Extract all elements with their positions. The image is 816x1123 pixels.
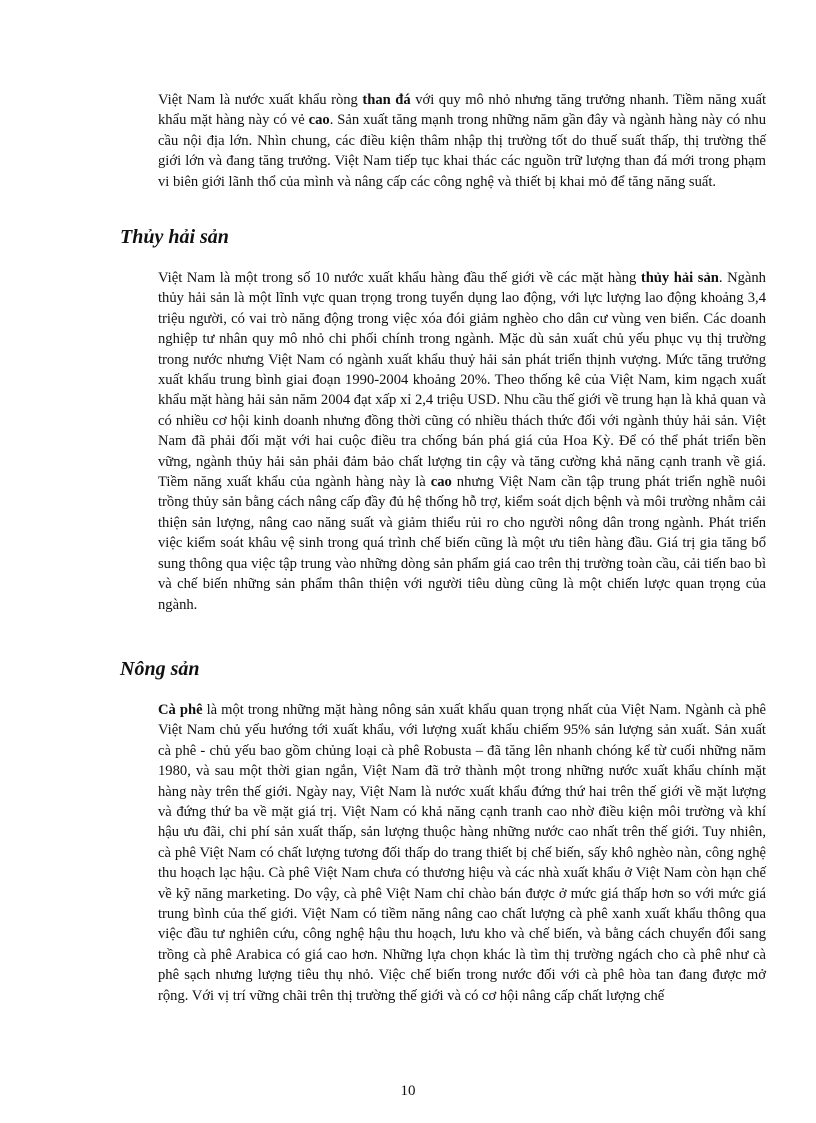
bold-term-high: cao	[308, 112, 330, 129]
coffee-paragraph	[158, 700, 766, 1006]
bold-term-seafood: thủy hải sản	[640, 270, 719, 286]
page-number: 10	[400, 1083, 416, 1099]
text-run: Việt Nam là một trong số 10 nước xuất khẩu hàng đầu thế giới về các mặt hàng	[158, 270, 641, 286]
text-run: là một trong những mặt hàng nông sản xuất khẩu quan trọng nhất của Việt Nam. Ngành cà phê Việt Nam chủ yếu hướng tới xuất khẩu, với lượng xuất khẩu chiếm 95% sản lượng sản xuất. Sản xuất cà phê - chủ yếu bao gồm chủng loại cà phê Robusta – đã tăng lên nhanh chóng kể từ cuối những năm 1980, và sau một thời gian ngắn, Việt Nam đã trở thành một trong những nước xuất khẩu chính mặt hàng này trên thế giới. Ngày nay, Việt Nam là nước xuất khẩu đứng thứ hai trên thế giới về mặt lượng và đứng thứ ba về mặt giá trị. Việt Nam có khả năng cạnh tranh cao nhờ điều kiện môi trường và khí hậu ưu đãi, chi phí sản xuất thấp, sản lượng thuộc hàng những nước cao nhất trên thế giới. Tuy nhiên, cà phê Việt Nam có chất lượng tương đối thấp do trang thiết bị chế biến, sấy khô nghèo nàn, công nghệ thu hoạch lạc hậu. Cà phê Việt Nam chưa có thương hiệu và các nhà xuất khẩu ở Việt Nam còn hạn chế về kỹ năng marketing. Do vậy, cà phê Việt Nam chỉ chào bán được ở mức giá thấp hơn so với mức giá trung bình của thế giới. Việt Nam có tiềm năng nâng cao chất lượng cà phê xanh xuất khẩu thông qua việc đầu tư nghiên cứu, công nghệ hậu thu hoạch, lưu kho và chế biến, và bằng cách chuyển đổi sang trồng cà phê Arabica có giá cao hơn. Những lựa chọn khác là tìm thị trường ngách cho cà phê như cà phê sạch nhưng lượng tiêu thụ nhỏ. Việc chế biến trong nước đối với cà phê hòa tan đang được mở rộng. Với vị trí vững chãi trên thị trường thế giới và có cơ hội nâng cấp chất lượng chế	[158, 702, 766, 1004]
bold-term-coal: than đá	[362, 92, 411, 108]
text-run: . Ngành thủy hải sản là một lĩnh vực quan trọng trong tuyển dụng lao động, với lực lượng lao động khoảng 3,4 triệu người, có vai trò năng động trong việc xóa đói giảm nghèo cho dân cư vùng ven biển. Các doanh nghiệp tư nhân quy mô nhỏ chi phối chính trong ngành. Mặc dù sản xuất chủ yếu phục vụ thị trường trong nước nhưng Việt Nam có ngành xuất khẩu thuỷ hải sản phát triển thịnh vượng. Mức tăng trưởng xuất khẩu trung bình giai đoạn 1990-2004 khoảng 20%. Theo thống kê của Việt Nam, kim ngạch xuất khẩu mặt hàng hải sản năm 2004 đạt xấp xỉ 2,4 triệu USD. Nhu cầu thế giới về trung hạn là khả quan và có nhiều cơ hội kinh doanh nhưng đồng thời cũng có nhiều thách thức đối với ngành thủy hải sản. Việt Nam đã phải đối mặt với hai cuộc điều tra chống bán phá giá của Hoa Kỳ. Để có thể phát triển bền vững, ngành thủy hải sản phải đảm bảo chất lượng tin cậy và tăng cường khả năng cạnh tranh về giá. Tiềm năng xuất khẩu của ngành hàng này là	[158, 270, 766, 491]
seafood-heading: Thủy hải sản	[120, 226, 229, 248]
text-run: . Sản xuất tăng mạnh trong những năm gần đây và ngành hàng này có nhu cầu nội địa lớn. Nhìn chung, các điều kiện thâm nhập thị trường tốt do thuế suất thấp, thị trường thế giới lớn và đang tăng trưởng. Việt Nam tiếp tục khai thác các nguồn trữ lượng than đá mới trong phạm vi biên giới lãnh thổ của mình và nâng cấp các công nghệ và thiết bị khai mỏ để tăng năng suất.	[158, 112, 767, 190]
bold-term-high: cao	[430, 474, 452, 491]
seafood-paragraph	[158, 268, 766, 615]
text-run: với quy mô nhỏ nhưng tăng trưởng nhanh. Tiềm năng xuất khẩu mặt hàng này có vẻ	[158, 92, 767, 129]
agri-heading: Nông sản	[120, 658, 200, 680]
text-run: nhưng Việt Nam cần tập trung phát triển nghề nuôi trồng thủy sản bằng cách nâng cấp đầy đủ hệ thống hỗ trợ, kiểm soát dịch bệnh và môi trường nhằm cải thiện sản lượng, nâng cao năng suất và giảm thiểu rủi ro cho người nông dân trong ngành. Phát triển việc kiểm soát khâu vệ sinh trong quá trình chế biến cũng là một ưu tiên hàng đầu. Giá trị gia tăng bổ sung thông qua việc tập trung vào những dòng sản phẩm giá cao trên thị trường toàn cầu, cải tiến bao bì và chế biến những sản phẩm thân thiện với người tiêu dùng cũng là một chiến lược quan trọng của ngành.	[158, 474, 766, 613]
coal-paragraph	[158, 90, 766, 192]
bold-term-coffee: Cà phê	[158, 702, 203, 718]
text-run: Việt Nam là nước xuất khẩu ròng	[158, 92, 363, 108]
